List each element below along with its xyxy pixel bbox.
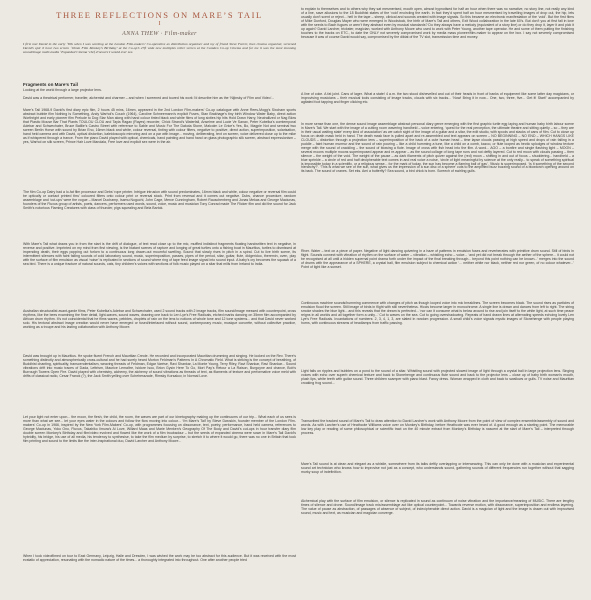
section-heading: Fragments on Mare’s Tail — [23, 82, 78, 87]
section-number: I — [158, 21, 161, 27]
article-title: THREE REFLECTIONS ON MARE’S TAIL — [56, 10, 263, 20]
left-paragraph: Let your light not enter upon... the moon, the flesh, the child, the room, the waves are part of our kinetography making up the continuums of our trip... What each of us sees is more than what we see... let your eyes water in the colours and follow the flow moving into colour... ‘I’m Mare’s Tail’ by Steve Dwoskin, founder member of the London Film-makers’ Co-op in 1966, inspired by the New York Film-Makers’ Co-op, with programmes focusing on dissonance, text, poetry, performance, hand held camera, references to George Maciunas, Yoko Ono, Fluxus, Takahiko Iimura’s Ai Love, Willard Maas and Marie Menken’s Geography Of The Body and David’s cut-ups in hour transfer diary film double screen Monkey’s Birthday and film/video evolved and flowed like the work of a film troubadour – but the seeds of expanded cinema were sown in Mare’s Tail David’s hybridity, his bridge, his use of all media, his tendency to synthesise, to take the film medium by surprise, to stretch it to where it would go, there was no one in Britain that took film printing and sound to the limits like the inter-inspirational duo, David Larcher and Anthony Moore... — [23, 415, 296, 443]
left-paragraph: Looking at the world through a large projector lens. — [23, 88, 102, 92]
left-paragraph: The film Co-op Dairy had a lo-fat film processor and Debs’ rope printer. Intrigue intrusion with sound predominates, 16mm black and white, colour negative or reversal film could be optically or contact printed thru’ coloured filters onto colour print or reversal stock. Print from reversal and it comes out negative. Dubs, chance procedure, random assemblage and ‘cut-ups’ were the vogue – Marcel Duchamp, Isamu Noguchi, John Cage, Merce Cunningham, Robert Rauschenberg and Jonas Mekas and George Maciunas, founders of the Fluxus group of artists, poets, dancers, performers used words, sound, voice, music and musician Tony Conrad made The Flicker film and did the sound for Jack Smith’s notorious Flaming Creatures with class of thunder, pigs squealing and Bela Bartok. — [23, 190, 296, 210]
left-paragraph: David was brought up in Mauritius. He spoke fluent French and Mauritian Creole. He recorded and incorporated Mauritian drumming and singing. He looked on the Rev. There’s something distinctly and atmospherically cross-cultural and he had surely heard Morton Feldman’s Patterns In A Chromatic Field. What is striking is the concept of breathing, of Buddhist chanting, spirituality, transcendentalism, weaving threads of Feldman, Edgar Varèse, Ravi Shankar, La Monte Young, Terry Riley, Ravi Shankar, Ravi Shankar... Sound vibrations drift into music traces of Dada, Lettrism, Maurice Lemaître, Isidore Isou, Brion Gysin Here To Go, Mort Pay’s Retour a La Raison, Burgoyne and chance, Bob’s Burrough Towers Open Fire. David played with chemistry, alchemy, the alchemy of sound vibrations as threads of text, as filaments of texture and performative voice meld with drifts of classical radio, Cesar Franck (?), the Jack Smith yelling over Scheherazade, Rimsky Korsakov, in Normal Love. — [23, 354, 296, 378]
right-paragraph: Continuous machine sounds/humming commence with changes of pitch as though looped voice into mic breaklines. The screen becomes black. The sound rises as particles of emulsion flood the screen. Still image of birds in flight with still nevertheless. Hiccis become larger in monochrome. A single line is drawn and dances from left to right. The string smoke shades the blue light... and this reveals that the dream is perfected... ‘nor can it consume what is below around to rise and join itself to the white light, at such time peace reigns in all worlds and all together form a unity...’ Cut to waves on the sea. Cut to going overshadowing. Repeats of hand drawn lines at alternating speeds echoing lovely Len Lye’s Free Radicals. Incantations of numbers: 2, 3, 4, 1, 3, are slated in random progression. A small child’s voice signals mystic images of Stonehenge with people playing horns, with continuous streams of headlamps from traffic passing. — [301, 301, 574, 325]
right-paragraph: Transcribed the tracked sound of Mare’s Tail to draw attention to David Larcher’s work with Anthony Moore from the point of view of complex ensemble/assembly of sound and words. As with Larcher’s use of Heathcote Williams voice over on Monkey’s Birthday, before Heathcote was ever heard of. A good enough as a starting point. The memorable low key play or reading of some philosophical or scientific tract on the 40 minute extract from Monkey’s Birthday is nascent at the start of Mare’s Tail – interpreted through process. — [301, 419, 574, 435]
left-paragraph: With Mare’s Tail what draws you in from the start is the drift of dialogue, of text read close up to the mic, muffled indistinct fragments floating handwritten text in negative, in reverse and positive. Imprinted on my mind from first viewing, is the blatant scenes of rapture and longing of great turtles onto a fishing boat in Mauritius, turtles to dismissed at impending death, their eggs popping out forlorn to a continuous long drawn-out mournful swelling. Sound that slowly rises in pitch in a spiral. Cut to live birth scene, its intermittent silences with faint falling sounds of cold laboratory sound, music, superimposition, passes, pipes of the period, sitar, guitar, flute, didgeridoo, theremin, oven, play with the surface of film emulsion as visual ‘noise’ is replicated in sections of sound where ring of tape feed image signal into sound input. A baby’s cry becomes the squawk of a sea bird. There is a unique fracture of natural sounds, cats, tiny children’s voices with sections of folk music played on a sitar that mills from Ireland to India. — [23, 242, 296, 266]
right-paragraph: Mare’s Tail sound is at clean and elegant as a whistle, somewhere from its talks deftly overlapping or interweaving. This can only be done with a musician and experimental sound art technician who knows how to improvise not just as a concept, who understands sound, gathering sounds of different frequencies run together without that sagging murky soup of indefinition. — [301, 462, 574, 474]
left-paragraph: David was a theatrical performer, traveller, alchemist and charmer – and when I screened and toured his work I’d describe him as the ‘Nijinsky of Film and Video’... — [23, 96, 275, 100]
byline: ANNA THEW · Film-maker — [122, 31, 197, 37]
right-paragraph: A line of coke. A fat joint. Cans of lager. What a state! 4 a.m. the two stood dishevelled and out of their heads in front of banks of equipment like some latter day magicians, or improvising musicians – their musical tools consisting of image tracks, clouds with six tracks... ‘Now! Bring it in now... One, two, three, five... Get it! Start!’ accompanied by agitated foot tapping and finger clicking etc. — [301, 92, 574, 104]
right-paragraph: Alchemical play with the surface of film emulsion, or silence is replicated in sound as continuum of noise vibration and the importance/meaning of MUSIC. There are lengthy times of silence and drone. Sound/image track mix/assemblage act like optical counterpoint... Towards reverse motion, with dissonance, superimposition and endless layering. The value of pause as abstraction, of passages of absence of subject, of indecipherable direct action. David is a magician of light and the image is drawn out with improvised sound, music and text, as musician and magician converge. — [301, 499, 574, 515]
intro-abstract: I first met David in the early ‘80s when I was working at the London Film-makers’ Co-operative as distribution organiser and my of friend Steve Farrer, then cinema organiser, screened David’s epic 6 hour two screen ‘16mm Film Monkey’s Birthday’ at the Co-op’s 27ft wide new multiplex roller screen at the Camden Co-op Cinema and for me it was the most stunning sound/image multi-media ‘Expanded Cinema’ chef d’oeuvre I would ever see. — [23, 42, 296, 55]
left-paragraph: Australian structuralist avant-garde films, Peter Kubelka’s Adebar and Schwechater, used 2 sound tracks with 2 image tracks, film sound/image messed with counterpoint, cross rhythms, like the bees examining the finer detail, light-waves, sound waves, drawing one back to Len Lye’s Free Radicals, etched marks dancing on 35mm film accompanied by African drum rhythm. It’s not coincidental that he films waves, pebbles, droplets of rain on the lens to notions of whole tone and 12 tone systems... and that David never worked solo. His textural abstract image creation would never have emerged or fused/interlaced without sound, contemporary music, musique concrète, without collective practice, working as a troupe and his lasting collaboration with Anthony Moore. — [23, 309, 296, 329]
right-paragraph: River. Water – text on a piece of paper. Negative of light dancing quivering in a haze of patterns in emulsion fuses and reverberates with primitive drum sound. Still of birds in flight. Sounds connect with vibration of rhythm on the surface of water – vibration – whistling echo – voice... ‘and yet did not break through the aether of the sphere... it could not be recognised at all until a hidden supernal point drama forth under the impact of the final breaking through... beyond this point nothing can be known...’ merges into the sound of drums with the appearance of a SPHERE, a crystal ball, film emulsion subject to chemical action ‘... neither white nor black, neither red nor green, of no colour whatever...’ Point of light like a sunset. — [301, 249, 574, 269]
left-paragraph: Mare’s Tail 1968-9 David’s first diary epic film, 2 hours 45 mins, 16mm, appeared in the 2nd London Film-makers’ Co-op catalogue with Anne Rees-Mogg’s Sixcham sports abstract bubble film Nothing Is Something, Andy Warhol’s Couch (1964), Caroline Schneemann’s explicit Fuses, Stan Brakhage’s tiny birth Window Water Baby, direct action Worthright and early pioneer film Prelude to Dog Star Man along with hand colour tinted black and white films of long sixties hip hits Hold Down Harry, Neutrallized or Nag Blow that Plastic Mouse Bar That Plants TOULOU CLOU and Tayla Ragax (Rayes) recorder, Chick Strand’s Waterfall, Anselme and Lucie Ve Sanax, Peter Kubelka’s comtemporal Adebar and Schwechater, Bruce Baillie’s Castro Street with reference to Sable and Music For The Dakota Stone, Malcolm Le Grice’s Yes, Bo, Magpie Not and seminal two screen Berlin Horse with sound by Brian Eno, 16mm black and white, colour reversal, tinting with colour filters, negative to positive, direct action, superimposition, solarisation, hand held camera and with David, optical distortion, kaleidoscopic mirroring and on a par with image... moving, deliberating, text on screen, voice delivered close up to the mike as if whispered through a trance. From the piano David played with optical, chemicals, hand painting and hand hand on glass photographic silk screen, abstract expressionism – yes, Warhol on silk screen, Prince Hair Love Mandala, Free love and explicit sex were in the air. — [23, 108, 296, 144]
right-paragraph: to explain to themselves and to others why they sat mesmerised, mouth open, almost hypnotised for half an hour when there was no narrative, no story line, not really any kind of a line, save allusions to the 18 Buddhist states of the ‘void’ encircling the earth. In fact they’d spent half an hour mesmerised by travelling images of drop out, the hip, lets usually don’t scent or reject... hell in the tape – sheep, clinical and sounds created with image signals. So this became an electronic manifestation of the ‘void’. But the first films of Mike Dunford, Douglas Mayer who were emerged in Woodstock, the birth of Mare’s Tail and others, Exit Wood collaboration in the late 60’s. But don’t you at first fall in love with the seeds to Bach fugues or aren’t they abstract even by musical standards? Do they always have a melody (equivalent of a story line) or do they drop it, layer it and pick it up again? David Larcher, trickster, magician, worked with Anthony Moore who used to work with Peter Young, another tape operator. He and some of them putting the finishing touches to the tracks on ETC., to date the ONLY not severely compromised work by media mass pioneer/film-maker to appear on the box. I say not severely compromised because it was of course David would say, compromised by the diktat of the TV slot, transmission time and money. — [301, 7, 574, 39]
right-paragraph: Light falls on ripples and bubbles on a pond to the sound of a sitar. Whistling sound with projected slowed image of light through a crystal ball in large projection lens. Singing voices with echo over superb chemical texture and back to Stonehenge and continuous flute sound and back to the projector lens – close up of baby birth woman’s mouth, plush lips, white teeth with guitar sound. Three children scamper with piano blast. Fancy dress. Woman wrapped in cloth and back to swallows or gulls. TV noise and Mauritian croaking frog sound... — [301, 369, 574, 385]
left-paragraph: When I took videofilmed on tour to East Germany, Leipzig, Halle and Dresden, I was wished the work may be too abstract for this audience. But it was received with the most ecstatic of appreciation, resonating with the nomadic nature of the times... a thoroughly integrated into throughout. One after another people tried — [23, 554, 296, 562]
right-paragraph: In more sense than one, the dense sound image assemblage abstract personal diary genre emerging with the first graphic turtle egg laying and human baby birth labour scene in Mare’s Tail. We start with the image of a cutting room wavering handheld – voice entering, ‘quest for the real perception, the ultimate theatre and sitting quietly – so – they are in their usual waiting state’ every kind of association’ as we catch sight of the image of a guitar and a sitar, the edit studio, with spools and stacks of cans of film. Cut to close up focus on death mask held in hand. The death mask face is pulled apart and re-assembled and text appears on screen – NO BEGINNING – NO END – WHICH HANGS LIKE CLOUDS – distortion through a projection lens – superimposition of the back of a cute human head – time lapse clouds passing at high speed and drops of rain falling in a puddle – faint human murmur and the sound of rain pouring – like a child humming a tune, like a child on a comb, kazoo, or flute looped as hectic splodges of window texture merge with the sound of crackling – the sound of blowing a flute. Image of cross with fish head into the film. A word... AGO – a bonfire and single flashing light – MOON – several moons multiple moons superimposed appear and re-appear – as the sound collage of long tape runs and not deftly layered. Cut to red moon with clouds passing – then silence – the weight of the void. The weight of the pause – as dark filaments of pitch quiver against the (red) moon – shifting in and out of focus – shuddering... handheld – a blue sprinkle – a circle of red and half decipherable text comes in and real voice a noise, ‘circle of light meaningful by science at the only really... to speak of something spiritual is impossible today in a scientific, or a religious sense... for the mark of today, the sun has become a flaming ball of gas’. ‘Music is superimposed. ‘Is it something of the second hierarchy?’. ‘This is what we see of the sun, what gives us the impression of a sun disc of a sphere’ cuts to the amplified buzz buzzing sound of a blowtorch opening around on its back. The sound of cranes. Set eks. Ami a butterfly? Sea sound, a bird chick is born. Screech of swirling gulls. — [301, 122, 574, 174]
